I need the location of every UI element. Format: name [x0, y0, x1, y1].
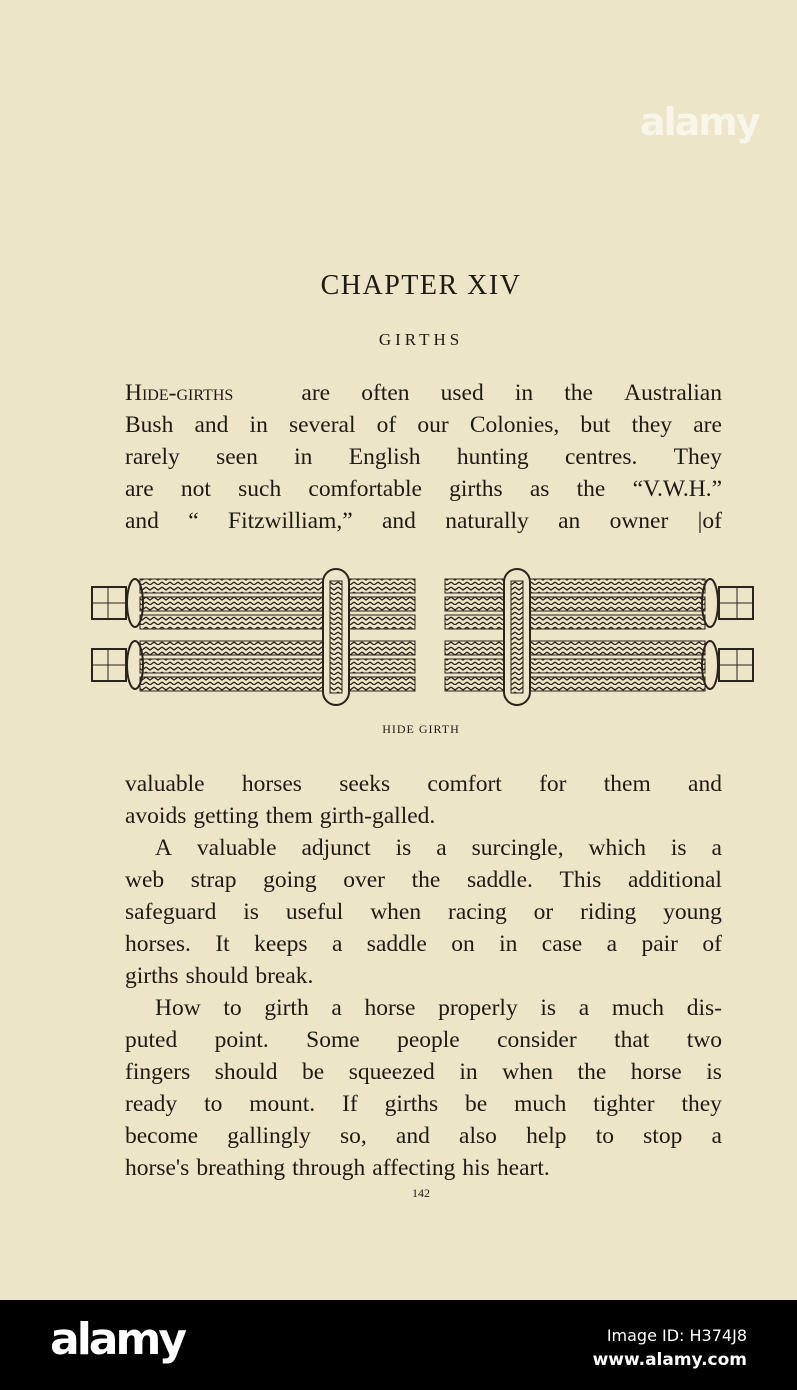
word: tighter [593, 1091, 655, 1117]
word: the [576, 476, 606, 502]
word: additional [627, 867, 722, 893]
word: the [411, 867, 441, 893]
word: adjunct [301, 835, 371, 861]
text-line [125, 1088, 722, 1120]
word: girth-galled. [319, 803, 436, 829]
word: people [397, 1027, 460, 1053]
word: or [533, 899, 554, 925]
word: in [514, 380, 534, 406]
word: girths [449, 476, 503, 502]
word: safeguard [125, 899, 217, 925]
word: rarely [125, 444, 180, 470]
word: comfort [427, 771, 502, 797]
word: the [577, 1059, 607, 1085]
word: used [440, 380, 484, 406]
word: heart. [496, 1155, 550, 1181]
chapter-title: GIRTHS [378, 330, 464, 349]
word: a [711, 835, 722, 861]
word: them [265, 803, 313, 829]
word: over [343, 867, 386, 893]
word: ready [125, 1091, 178, 1117]
word: seen [216, 444, 258, 470]
word: valuable [125, 771, 205, 797]
word: as [529, 476, 550, 502]
word: but [580, 412, 611, 438]
word: Some [306, 1027, 360, 1053]
word: saddle [366, 931, 427, 957]
word: the [564, 380, 593, 406]
word: become [125, 1123, 199, 1149]
word: owner [609, 508, 669, 534]
hide-girth-illustration [90, 565, 755, 710]
word: Fitzwilliam,” [228, 508, 353, 534]
site-url: www.alamy.com [592, 1350, 747, 1370]
page-number: 142 [412, 1186, 430, 1200]
word: is [706, 1059, 722, 1085]
word: that [614, 1027, 650, 1053]
word: squeezed [348, 1059, 435, 1085]
word: hunting [456, 444, 529, 470]
word: in [294, 444, 313, 470]
word: avoids [125, 803, 187, 829]
word: are [125, 476, 154, 502]
word: a [711, 1123, 722, 1149]
text-line [125, 409, 722, 441]
word: be [301, 1059, 325, 1085]
word: an [558, 508, 581, 534]
word: of [376, 412, 397, 438]
word: a [436, 835, 447, 861]
word: They [673, 444, 722, 470]
text-line [125, 896, 722, 928]
word: strap [190, 867, 237, 893]
word: horse [630, 1059, 682, 1085]
word: Australian [624, 380, 722, 406]
text-line [155, 832, 722, 864]
word: is [670, 835, 687, 861]
word: pair [641, 931, 678, 957]
word: a [331, 995, 342, 1021]
word: “V.W.H.” [632, 476, 722, 502]
word: seeks [339, 771, 391, 797]
word: affecting [372, 1155, 456, 1181]
lead-word: Hide-girths [125, 380, 234, 406]
word: fingers [125, 1059, 191, 1085]
word: stop [643, 1123, 683, 1149]
text-line [125, 1024, 722, 1056]
word: be [465, 1091, 488, 1117]
word: are [301, 380, 331, 406]
word: “ [188, 508, 199, 534]
word: valuable [196, 835, 277, 861]
footer-bar [0, 1300, 797, 1390]
word: point. [214, 1027, 269, 1053]
alamy-logo: alamy [50, 1314, 184, 1365]
word: a [578, 995, 590, 1021]
word: and [381, 508, 416, 534]
word: break. [255, 963, 314, 989]
text-line [125, 960, 722, 992]
word: should [214, 1059, 278, 1085]
text-line [125, 768, 722, 800]
text-line [125, 800, 722, 832]
word: and [395, 1123, 430, 1149]
word: Bush [125, 412, 174, 438]
watermark: alamy [640, 100, 759, 144]
word: our [417, 412, 449, 438]
figure-caption: HIDE GIRTH [382, 722, 460, 736]
word: riding [580, 899, 637, 925]
word: also [459, 1123, 497, 1149]
word: and [125, 508, 159, 534]
word: girths [384, 1091, 439, 1117]
word: racing [448, 899, 507, 925]
word: to [595, 1123, 614, 1149]
word: consider [497, 1027, 577, 1053]
word: horses [241, 771, 302, 797]
word: horse's [125, 1155, 190, 1181]
word: and [688, 771, 722, 797]
word: when [502, 1059, 554, 1085]
word: they [631, 412, 673, 438]
text-line [155, 992, 722, 1024]
word: keeps [254, 931, 308, 957]
word: puted [125, 1027, 178, 1053]
word: mount. [249, 1091, 316, 1117]
word: in [459, 1059, 478, 1085]
word: getting [193, 803, 259, 829]
word: are [693, 412, 722, 438]
word: when [370, 899, 422, 925]
word: surcingle, [471, 835, 564, 861]
word: two [686, 1027, 722, 1053]
word: |of [697, 508, 722, 534]
word: in [249, 412, 268, 438]
word: his [462, 1155, 490, 1181]
word: Colonies, [469, 412, 560, 438]
word: young [663, 899, 722, 925]
word: If [342, 1091, 358, 1117]
word: a [606, 931, 618, 957]
word: such [238, 476, 282, 502]
text-line [125, 1120, 722, 1152]
word: dis- [686, 995, 722, 1021]
image-id: Image ID: H374J8 [606, 1326, 747, 1345]
word: breathing [196, 1155, 286, 1181]
word: How [155, 995, 201, 1021]
word: naturally [445, 508, 529, 534]
word: case [541, 931, 583, 957]
word: It [215, 931, 230, 957]
word: much [514, 1091, 567, 1117]
text-line [125, 441, 722, 473]
text-line [125, 1152, 722, 1184]
word: several [288, 412, 356, 438]
word: comfortable [308, 476, 422, 502]
word: useful [285, 899, 344, 925]
word: them [603, 771, 651, 797]
word: on [451, 931, 475, 957]
text-line [125, 505, 722, 537]
word: through [292, 1155, 366, 1181]
word: which [588, 835, 646, 861]
word: is [395, 835, 412, 861]
text-line [125, 1056, 722, 1088]
word: girths [125, 963, 179, 989]
word: is [540, 995, 557, 1021]
word: of [702, 931, 722, 957]
word: often [361, 380, 410, 406]
word: web [125, 867, 165, 893]
word: they [681, 1091, 722, 1117]
word: properly [438, 995, 518, 1021]
word: saddle. [466, 867, 533, 893]
chapter-heading: CHAPTER XIV [320, 270, 522, 301]
word: to [223, 995, 242, 1021]
text-line [125, 473, 722, 505]
word: so, [339, 1123, 367, 1149]
word: A [155, 835, 172, 861]
word: girth [264, 995, 309, 1021]
word: not [180, 476, 211, 502]
word: English [348, 444, 421, 470]
word: should [185, 963, 249, 989]
word: is [243, 899, 259, 925]
text-line [125, 377, 722, 409]
word: gallingly [227, 1123, 311, 1149]
word: in [499, 931, 518, 957]
text-line [125, 864, 722, 896]
word: a [331, 931, 343, 957]
word: centres. [564, 444, 638, 470]
word: help [526, 1123, 567, 1149]
word: This [559, 867, 602, 893]
word: and [194, 412, 229, 438]
text-line [125, 928, 722, 960]
word: for [539, 771, 567, 797]
word: much [611, 995, 665, 1021]
word: horses. [125, 931, 191, 957]
word: horse [364, 995, 416, 1021]
word: going [263, 867, 317, 893]
word: to [204, 1091, 223, 1117]
